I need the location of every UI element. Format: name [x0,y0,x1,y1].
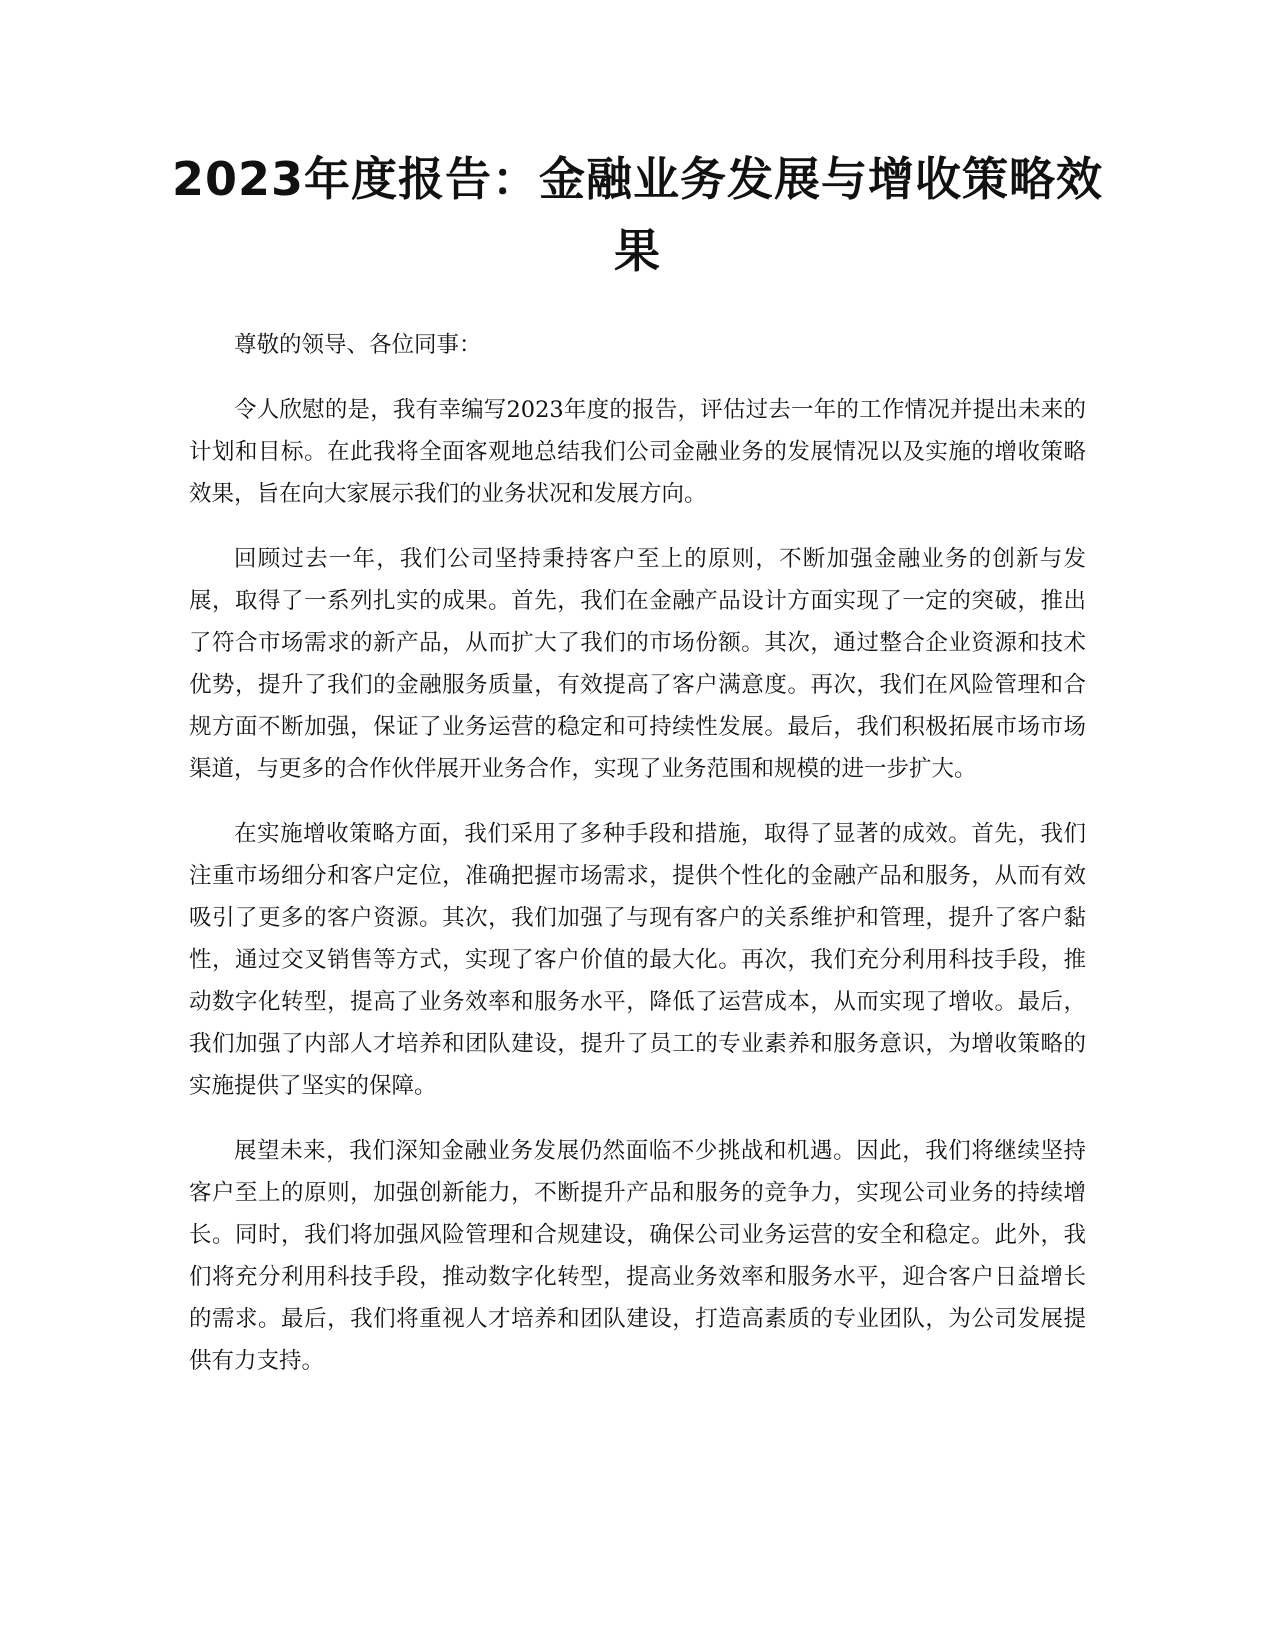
paragraph-intro: 令人欣慰的是，我有幸编写2023年度的报告，评估过去一年的工作情况并提出未来的计划和目标。在此我将全面客观地总结我们公司金融业务的发展情况以及实施的增收策略效果，旨在向大家展示我们的业务状况和发展方向。 [189,397,1086,507]
paragraph-strategy: 在实施增收策略方面，我们采用了多种手段和措施，取得了显著的成效。首先，我们注重市场细分和客户定位，准确把握市场需求，提供个性化的金融产品和服务，从而有效吸引了更多的客户资源。其次，我们加强了与现有客户的关系维护和管理，提升了客户黏性，通过交叉销售等方式，实现了客户价值的最大化。再次，我们充分利用科技手段，推动数字化转型，提高了业务效率和服务水平，降低了运营成本，从而实现了增收。最后，我们加强了内部人才培养和团队建设，提升了员工的专业素养和服务意识，为增收策略的实施提供了坚实的保障。 [189,821,1086,1099]
document-body [189,324,1086,1405]
paragraph-outlook: 展望未来，我们深知金融业务发展仍然面临不少挑战和机遇。因此，我们将继续坚持客户至上的原则，加强创新能力，不断提升产品和服务的竞争力，实现公司业务的持续增长。同时，我们将加强风险管理和合规建设，确保公司业务运营的安全和稳定。此外，我们将充分利用科技手段，推动数字化转型，提高业务效率和服务水平，迎合客户日益增长的需求。最后，我们将重视人才培养和团队建设，打造高素质的专业团队，为公司发展提供有力支持。 [189,1138,1086,1374]
paragraph-review: 回顾过去一年，我们公司坚持秉持客户至上的原则，不断加强金融业务的创新与发展，取得了一系列扎实的成果。首先，我们在金融产品设计方面实现了一定的突破，推出了符合市场需求的新产品，从而扩大了我们的市场份额。其次，通过整合企业资源和技术优势，提升了我们的金融服务质量，有效提高了客户满意度。再次，我们在风险管理和合规方面不断加强，保证了业务运营的稳定和可持续性发展。最后，我们积极拓展市场市场渠道，与更多的合作伙伴展开业务合作，实现了业务范围和规模的进一步扩大。 [189,546,1086,782]
salutation: 尊敬的领导、各位同事： [234,332,482,358]
document-title: 2023年度报告：金融业务发展与增收策略效果 [171,152,1104,278]
